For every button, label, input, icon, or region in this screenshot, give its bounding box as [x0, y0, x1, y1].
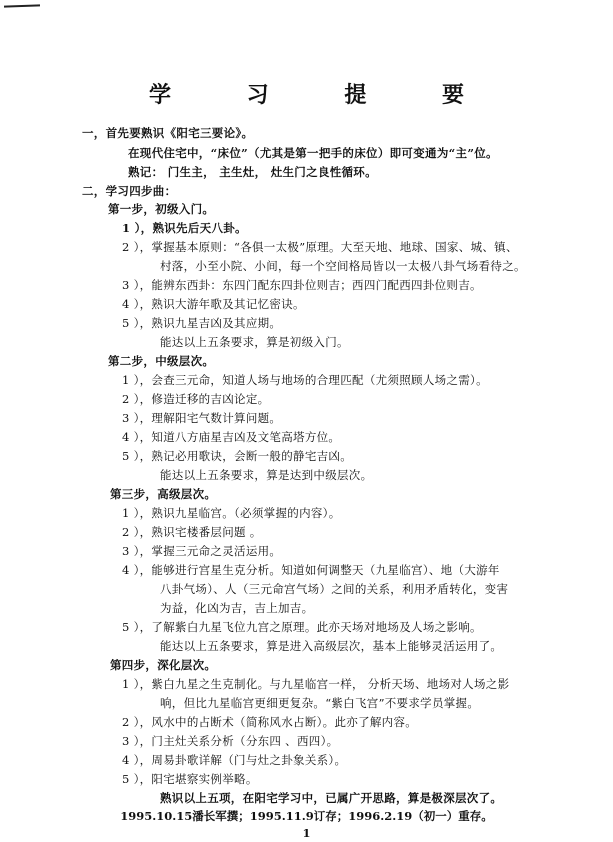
- text-line: 能达以上五条要求，算是初级入门。: [160, 335, 349, 349]
- text-line: 1 ），紫白九星之生克制化。与九星临宫一样， 分析天场、地场对人场之影: [122, 677, 510, 691]
- text-line: 能达以上五条要求，算是达到中级层次。: [160, 468, 373, 482]
- text-line: 5 ），熟记必用歌诀，会断一般的静宅吉凶。: [122, 449, 353, 463]
- scan-mark: [4, 4, 40, 7]
- text-line: 4 ），周易卦歌详解（门与灶之卦象关系）。: [122, 753, 347, 767]
- text-line: 二，学习四步曲：: [82, 184, 177, 198]
- text-line: 4 ），能够进行宫星生克分析。知道如何调整天（九星临宫）、地（大游年: [122, 563, 500, 577]
- text-line: 4 ），知道八方庙星吉凶及文笔高塔方位。: [122, 430, 341, 444]
- text-line: 第三步，高级层次。: [110, 487, 217, 501]
- text-line: 2 ），修造迁移的吉凶论定。: [122, 392, 270, 406]
- text-line: 在现代住宅中，“床位”（尤其是第一把手的床位）即可变通为“主”位。: [128, 146, 498, 160]
- text-line: 3 ），门主灶关系分析（分东四 、西四）。: [122, 734, 339, 748]
- text-line: 为益，化凶为吉，吉上加吉。: [160, 601, 314, 615]
- text-line: 2 ），掌握基本原则：“各俱一太极”原理。大至天地、地球、国家、城、镇、: [122, 240, 518, 254]
- text-line: 八卦气场）、人（三元命宫气场）之间的关系，利用矛盾转化，变害: [160, 582, 509, 596]
- text-line: 第四步，深化层次。: [110, 658, 217, 672]
- text-line: 村落，小至小院、小间，每一个空间格局皆以一太极八卦气场看待之。: [160, 259, 526, 273]
- text-line: 熟识以上五项，在阳宅学习中，已属广开思路，算是极深层次了。: [160, 791, 503, 805]
- text-line: 熟记： 门生主， 主生灶， 灶生门之良性循环。: [128, 165, 377, 179]
- text-line: 3 ），掌握三元命之灵活运用。: [122, 544, 282, 558]
- text-line: 2 ），风水中的占断术（简称风水占断）。此亦了解内容。: [122, 715, 418, 729]
- text-line: 5 ），阳宅堪察实例举略。: [122, 772, 258, 786]
- text-line: 3 ），理解阳宅气数计算问题。: [122, 411, 282, 425]
- text-line: 4 ），熟识大游年歌及其记忆密诀。: [122, 297, 305, 311]
- text-line: 1 ），熟识先后天八卦。: [122, 221, 247, 235]
- text-line: 第二步，中级层次。: [108, 354, 215, 368]
- text-line: 5 ），了解紫白九星飞位九宫之原理。此亦天场对地场及人场之影响。: [122, 620, 482, 634]
- text-line: 第一步，初级入门。: [108, 202, 215, 216]
- signature-line: 1995.10.15潘长军撰；1995.11.9订存；1996.2.19（初一）重存。: [120, 809, 493, 823]
- text-line: 响，但比九星临宫更细更复杂。“紫白飞宫”不要求学员掌握。: [160, 696, 480, 710]
- text-line: 一，首先要熟识《阳宅三要论》。: [82, 126, 254, 140]
- text-line: 1 ），熟识九星临宫。（必须掌握的内容）。: [122, 506, 341, 520]
- page-title: 学 习 提 要: [149, 82, 498, 108]
- text-line: 2 ），熟识宅楼番层问题 。: [122, 525, 262, 539]
- text-line: 1 ），会查三元命，知道人场与地场的合理匹配（尤须照顾人场之需）。: [122, 373, 488, 387]
- page-number: 1: [302, 826, 311, 840]
- text-line: 3 ），能辨东西卦：东四门配东四卦位则吉；西四门配西四卦位则吉。: [122, 278, 482, 292]
- text-line: 5 ），熟识九星吉凶及其应期。: [122, 316, 282, 330]
- text-line: 能达以上五条要求，算是进入高级层次，基本上能够灵活运用了。: [160, 639, 503, 653]
